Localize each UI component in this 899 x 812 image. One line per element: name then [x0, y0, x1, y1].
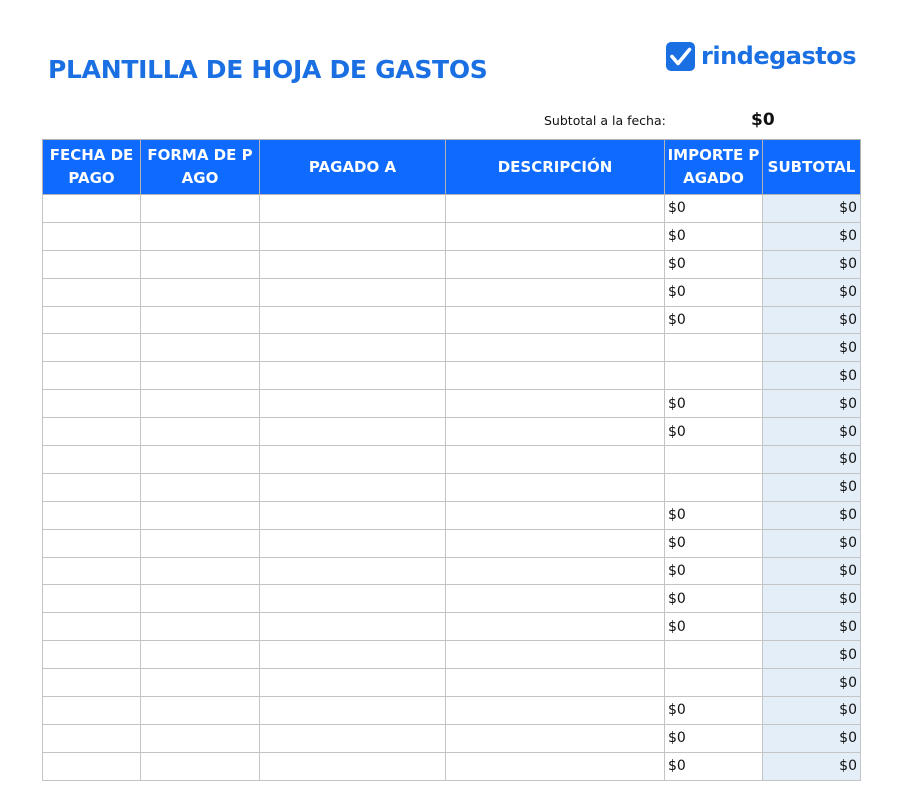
- pagado-a-cell[interactable]: [260, 557, 446, 585]
- importe-pagado-cell[interactable]: $0: [665, 697, 763, 725]
- importe-pagado-cell[interactable]: [665, 334, 763, 362]
- pagado-a-cell[interactable]: [260, 446, 446, 474]
- subtotal-cell[interactable]: $0: [763, 195, 861, 223]
- pagado-a-cell[interactable]: [260, 418, 446, 446]
- forma-de-pago-cell[interactable]: [141, 557, 260, 585]
- table-row: [43, 752, 861, 780]
- descripcion-cell[interactable]: [446, 585, 665, 613]
- pagado-a-cell[interactable]: [260, 250, 446, 278]
- page-title: PLANTILLA DE HOJA DE GASTOS: [48, 54, 488, 84]
- importe-pagado-cell[interactable]: $0: [665, 557, 763, 585]
- table-row: [43, 501, 861, 529]
- table-row: [43, 278, 861, 306]
- descripcion-cell[interactable]: [446, 697, 665, 725]
- pagado-a-cell[interactable]: [260, 529, 446, 557]
- table-row: [43, 306, 861, 334]
- fecha-de-pago-cell[interactable]: [43, 669, 141, 697]
- subtotal-cell[interactable]: $0: [763, 390, 861, 418]
- descripcion-cell[interactable]: [446, 529, 665, 557]
- table-row: [43, 669, 861, 697]
- pagado-a-cell[interactable]: [260, 195, 446, 223]
- descripcion-cell[interactable]: [446, 334, 665, 362]
- table-row: [43, 613, 861, 641]
- pagado-a-cell[interactable]: [260, 613, 446, 641]
- table-row: [43, 697, 861, 725]
- column-header-forma-de-pago: FORMA DE PAGO: [141, 140, 260, 195]
- descripcion-cell[interactable]: [446, 250, 665, 278]
- forma-de-pago-cell[interactable]: [141, 222, 260, 250]
- subtotal-cell[interactable]: $0: [763, 278, 861, 306]
- subtotal-to-date-value: $0: [751, 110, 775, 130]
- table-row: [43, 446, 861, 474]
- forma-de-pago-cell[interactable]: [141, 529, 260, 557]
- column-header-descripcion: DESCRIPCIÓN: [446, 140, 665, 195]
- table-row: [43, 585, 861, 613]
- table-row: [43, 557, 861, 585]
- fecha-de-pago-cell[interactable]: [43, 724, 141, 752]
- descripcion-cell[interactable]: [446, 446, 665, 474]
- subtotal-cell[interactable]: $0: [763, 222, 861, 250]
- pagado-a-cell[interactable]: [260, 669, 446, 697]
- subtotal-cell[interactable]: $0: [763, 557, 861, 585]
- descripcion-cell[interactable]: [446, 641, 665, 669]
- descripcion-cell[interactable]: [446, 195, 665, 223]
- forma-de-pago-cell[interactable]: [141, 473, 260, 501]
- column-header-importe-pagado: IMPORTE PAGADO: [665, 140, 763, 195]
- pagado-a-cell[interactable]: [260, 641, 446, 669]
- pagado-a-cell[interactable]: [260, 752, 446, 780]
- pagado-a-cell[interactable]: [260, 724, 446, 752]
- column-header-subtotal: SUBTOTAL: [763, 140, 861, 195]
- fecha-de-pago-cell[interactable]: [43, 418, 141, 446]
- pagado-a-cell[interactable]: [260, 390, 446, 418]
- fecha-de-pago-cell[interactable]: [43, 529, 141, 557]
- table-row: [43, 195, 861, 223]
- fecha-de-pago-cell[interactable]: [43, 613, 141, 641]
- column-header-fecha-de-pago: FECHA DE PAGO: [43, 140, 141, 195]
- check-box-icon: [666, 42, 695, 71]
- forma-de-pago-cell[interactable]: [141, 641, 260, 669]
- descripcion-cell[interactable]: [446, 306, 665, 334]
- fecha-de-pago-cell[interactable]: [43, 222, 141, 250]
- fecha-de-pago-cell[interactable]: [43, 641, 141, 669]
- table-row: [43, 641, 861, 669]
- importe-pagado-cell[interactable]: [665, 473, 763, 501]
- forma-de-pago-cell[interactable]: [141, 334, 260, 362]
- forma-de-pago-cell[interactable]: [141, 362, 260, 390]
- fecha-de-pago-cell[interactable]: [43, 362, 141, 390]
- table-row: [43, 390, 861, 418]
- importe-pagado-cell[interactable]: $0: [665, 390, 763, 418]
- descripcion-cell[interactable]: [446, 501, 665, 529]
- column-header-pagado-a: PAGADO A: [260, 140, 446, 195]
- descripcion-cell[interactable]: [446, 557, 665, 585]
- pagado-a-cell[interactable]: [260, 362, 446, 390]
- table-row: [43, 529, 861, 557]
- brand-logo: [666, 40, 856, 72]
- brand-name: rindegastos: [701, 42, 857, 70]
- importe-pagado-cell[interactable]: $0: [665, 724, 763, 752]
- importe-pagado-cell[interactable]: $0: [665, 585, 763, 613]
- pagado-a-cell[interactable]: [260, 473, 446, 501]
- descripcion-cell[interactable]: [446, 362, 665, 390]
- descripcion-cell[interactable]: [446, 418, 665, 446]
- pagado-a-cell[interactable]: [260, 501, 446, 529]
- importe-pagado-cell[interactable]: [665, 362, 763, 390]
- importe-pagado-cell[interactable]: $0: [665, 529, 763, 557]
- importe-pagado-cell[interactable]: $0: [665, 613, 763, 641]
- fecha-de-pago-cell[interactable]: [43, 446, 141, 474]
- forma-de-pago-cell[interactable]: [141, 752, 260, 780]
- subtotal-cell[interactable]: $0: [763, 334, 861, 362]
- table-row: [43, 362, 861, 390]
- descripcion-cell[interactable]: [446, 669, 665, 697]
- fecha-de-pago-cell[interactable]: [43, 390, 141, 418]
- importe-pagado-cell[interactable]: [665, 669, 763, 697]
- importe-pagado-cell[interactable]: $0: [665, 752, 763, 780]
- subtotal-cell[interactable]: $0: [763, 446, 861, 474]
- pagado-a-cell[interactable]: [260, 334, 446, 362]
- fecha-de-pago-cell[interactable]: [43, 557, 141, 585]
- table-row: [43, 334, 861, 362]
- importe-pagado-cell[interactable]: [665, 641, 763, 669]
- fecha-de-pago-cell[interactable]: [43, 195, 141, 223]
- fecha-de-pago-cell[interactable]: [43, 501, 141, 529]
- table-row: [43, 222, 861, 250]
- forma-de-pago-cell[interactable]: [141, 278, 260, 306]
- importe-pagado-cell[interactable]: $0: [665, 222, 763, 250]
- descripcion-cell[interactable]: [446, 752, 665, 780]
- subtotal-cell[interactable]: $0: [763, 585, 861, 613]
- fecha-de-pago-cell[interactable]: [43, 585, 141, 613]
- subtotal-cell[interactable]: $0: [763, 362, 861, 390]
- descripcion-cell[interactable]: [446, 222, 665, 250]
- subtotal-cell[interactable]: $0: [763, 529, 861, 557]
- subtotal-cell[interactable]: $0: [763, 752, 861, 780]
- subtotal-to-date-label: Subtotal a la fecha:: [544, 113, 666, 128]
- table-row: [43, 418, 861, 446]
- table-row: [43, 724, 861, 752]
- importe-pagado-cell[interactable]: [665, 446, 763, 474]
- fecha-de-pago-cell[interactable]: [43, 278, 141, 306]
- descripcion-cell[interactable]: [446, 278, 665, 306]
- importe-pagado-cell[interactable]: $0: [665, 306, 763, 334]
- fecha-de-pago-cell[interactable]: [43, 306, 141, 334]
- table-row: [43, 250, 861, 278]
- subtotal-cell[interactable]: $0: [763, 501, 861, 529]
- pagado-a-cell[interactable]: [260, 306, 446, 334]
- fecha-de-pago-cell[interactable]: [43, 250, 141, 278]
- fecha-de-pago-cell[interactable]: [43, 752, 141, 780]
- subtotal-cell[interactable]: $0: [763, 306, 861, 334]
- forma-de-pago-cell[interactable]: [141, 501, 260, 529]
- forma-de-pago-cell[interactable]: [141, 585, 260, 613]
- descripcion-cell[interactable]: [446, 613, 665, 641]
- pagado-a-cell[interactable]: [260, 222, 446, 250]
- pagado-a-cell[interactable]: [260, 278, 446, 306]
- subtotal-cell[interactable]: $0: [763, 250, 861, 278]
- pagado-a-cell[interactable]: [260, 697, 446, 725]
- subtotal-cell[interactable]: $0: [763, 697, 861, 725]
- subtotal-cell[interactable]: $0: [763, 473, 861, 501]
- forma-de-pago-cell[interactable]: [141, 306, 260, 334]
- forma-de-pago-cell[interactable]: [141, 613, 260, 641]
- descripcion-cell[interactable]: [446, 473, 665, 501]
- subtotal-cell[interactable]: $0: [763, 669, 861, 697]
- subtotal-cell[interactable]: $0: [763, 613, 861, 641]
- pagado-a-cell[interactable]: [260, 585, 446, 613]
- table-header-row: [43, 140, 861, 195]
- importe-pagado-cell[interactable]: $0: [665, 250, 763, 278]
- forma-de-pago-cell[interactable]: [141, 669, 260, 697]
- forma-de-pago-cell[interactable]: [141, 697, 260, 725]
- importe-pagado-cell[interactable]: $0: [665, 278, 763, 306]
- subtotal-cell[interactable]: $0: [763, 641, 861, 669]
- forma-de-pago-cell[interactable]: [141, 390, 260, 418]
- fecha-de-pago-cell[interactable]: [43, 334, 141, 362]
- subtotal-cell[interactable]: $0: [763, 724, 861, 752]
- importe-pagado-cell[interactable]: $0: [665, 195, 763, 223]
- importe-pagado-cell[interactable]: $0: [665, 501, 763, 529]
- fecha-de-pago-cell[interactable]: [43, 473, 141, 501]
- importe-pagado-cell[interactable]: $0: [665, 418, 763, 446]
- descripcion-cell[interactable]: [446, 724, 665, 752]
- descripcion-cell[interactable]: [446, 390, 665, 418]
- forma-de-pago-cell[interactable]: [141, 195, 260, 223]
- table-row: [43, 473, 861, 501]
- forma-de-pago-cell[interactable]: [141, 250, 260, 278]
- subtotal-cell[interactable]: $0: [763, 418, 861, 446]
- forma-de-pago-cell[interactable]: [141, 446, 260, 474]
- fecha-de-pago-cell[interactable]: [43, 697, 141, 725]
- forma-de-pago-cell[interactable]: [141, 418, 260, 446]
- forma-de-pago-cell[interactable]: [141, 724, 260, 752]
- expense-table: [42, 139, 861, 781]
